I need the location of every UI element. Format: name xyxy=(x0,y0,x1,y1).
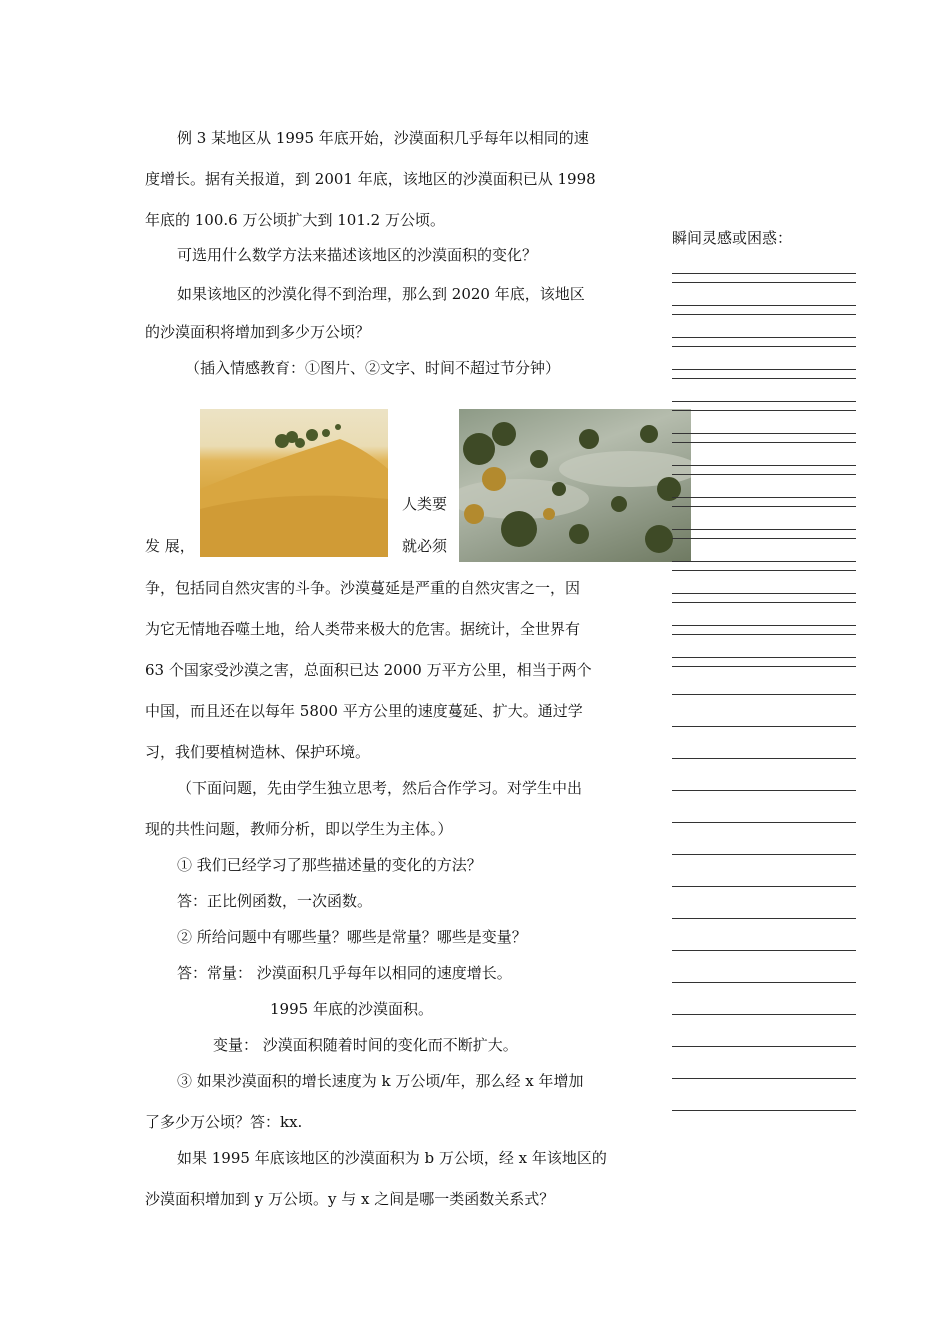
text-line: 为它无情地吞噬土地，给人类带来极大的危害。据统计，全世界有 xyxy=(145,620,581,638)
note-line xyxy=(672,410,856,411)
note-line xyxy=(672,886,856,887)
note-line xyxy=(672,593,856,594)
note-line xyxy=(672,790,856,791)
note-line xyxy=(672,465,856,466)
text-line: 答：常量： 沙漠面积几乎每年以相同的速度增长。 xyxy=(177,964,512,982)
note-line xyxy=(672,337,856,338)
text-line: 争，包括同自然灾害的斗争。沙漠蔓延是严重的自然灾害之一，因 xyxy=(145,579,581,597)
note-line xyxy=(672,634,856,635)
note-line xyxy=(672,1110,856,1111)
note-line xyxy=(672,561,856,562)
note-line xyxy=(672,305,856,306)
note-line xyxy=(672,497,856,498)
note-line xyxy=(672,538,856,539)
note-line xyxy=(672,529,856,530)
note-line xyxy=(672,282,856,283)
note-line xyxy=(672,666,856,667)
text-line: ② 所给问题中有哪些量？哪些是常量？哪些是变量？ xyxy=(177,928,527,946)
text-line: 度增长。据有关报道，到 2001 年底，该地区的沙漠面积已从 1998 xyxy=(145,170,596,188)
text-line: 现的共性问题，教师分析，即以学生为主体。） xyxy=(145,820,453,838)
note-line xyxy=(672,369,856,370)
note-line xyxy=(672,346,856,347)
text-line: 的沙漠面积将增加到多少万公顷？ xyxy=(145,323,371,341)
text-line: 中国，而且还在以每年 5800 平方公里的速度蔓延、扩大。通过学 xyxy=(145,702,583,720)
note-line xyxy=(672,401,856,402)
text-line: 可选用什么数学方法来描述该地区的沙漠面积的变化？ xyxy=(177,246,538,264)
text-line: 答：正比例函数，一次函数。 xyxy=(177,892,373,910)
note-line xyxy=(672,378,856,379)
note-line xyxy=(672,506,856,507)
text-line: 了多少万公顷？答：kx. xyxy=(145,1113,303,1131)
note-line xyxy=(672,474,856,475)
text-line: 习，我们要植树造林、保护环境。 xyxy=(145,743,371,761)
note-line xyxy=(672,570,856,571)
text-line: 例 3 某地区从 1995 年底开始，沙漠面积几乎每年以相同的速 xyxy=(177,129,589,147)
text-line: 1995 年底的沙漠面积。 xyxy=(270,1000,433,1018)
note-line xyxy=(672,1046,856,1047)
sidebar-title: 瞬间灵感或困惑： xyxy=(672,229,793,247)
note-line xyxy=(672,433,856,434)
desert-trees-photo xyxy=(459,409,691,562)
note-line xyxy=(672,657,856,658)
text-line: 变量： 沙漠面积随着时间的变化而不断扩大。 xyxy=(213,1036,518,1054)
text-line: 如果该地区的沙漠化得不到治理，那么到 2020 年底，该地区 xyxy=(177,285,585,303)
note-line xyxy=(672,694,856,695)
note-line xyxy=(672,625,856,626)
note-line xyxy=(672,442,856,443)
text-line: 发 展， xyxy=(145,537,195,555)
note-line xyxy=(672,1078,856,1079)
text-line: 就必须 xyxy=(402,537,448,555)
desert-dune-photo xyxy=(200,409,388,557)
text-line: 如果 1995 年底该地区的沙漠面积为 b 万公顷，经 x 年该地区的 xyxy=(177,1149,607,1167)
text-line: 63 个国家受沙漠之害，总面积已达 2000 万平方公里，相当于两个 xyxy=(145,661,592,679)
text-line: ① 我们已经学习了那些描述量的变化的方法？ xyxy=(177,856,482,874)
text-line: ③ 如果沙漠面积的增长速度为 k 万公顷/年，那么经 x 年增加 xyxy=(177,1072,584,1090)
text-line: 年底的 100.6 万公顷扩大到 101.2 万公顷。 xyxy=(145,211,445,229)
text-line: 人类要 xyxy=(402,495,448,513)
text-line: 沙漠面积增加到 y 万公顷。y 与 x 之间是哪一类函数关系式？ xyxy=(145,1190,555,1208)
text-line: （下面问题，先由学生独立思考，然后合作学习。对学生中出 xyxy=(177,779,583,797)
note-line xyxy=(672,1014,856,1015)
note-line xyxy=(672,758,856,759)
note-line xyxy=(672,950,856,951)
text-line: （插入情感教育：①图片、②文字、时间不超过节分钟） xyxy=(185,359,561,377)
note-line xyxy=(672,726,856,727)
note-line xyxy=(672,822,856,823)
note-line xyxy=(672,273,856,274)
note-line xyxy=(672,982,856,983)
note-line xyxy=(672,918,856,919)
note-line xyxy=(672,602,856,603)
note-line xyxy=(672,854,856,855)
note-line xyxy=(672,314,856,315)
